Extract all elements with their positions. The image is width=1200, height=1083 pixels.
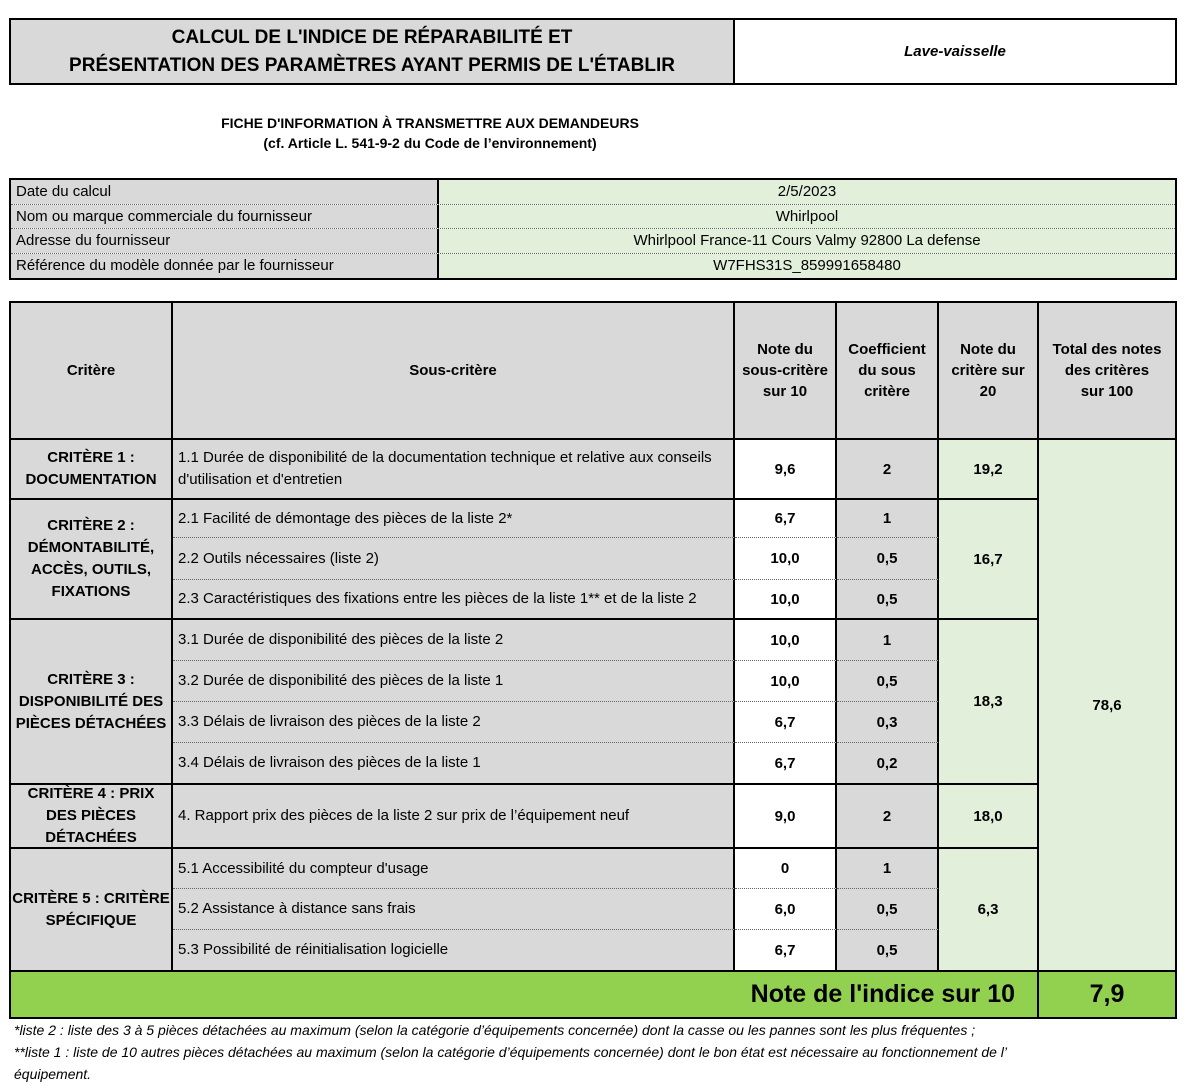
info-value: Whirlpool France-11 Cours Valmy 92800 La defense [439,229,1175,253]
sub-criterion-text: 5.3 Possibilité de réinitialisation logicielle [173,930,735,970]
sub-criterion-text: 3.4 Délais de livraison des pièces de la liste 1 [173,743,735,785]
sub-criterion-note: 10,0 [735,538,837,580]
sub-criterion-text: 3.3 Délais de livraison des pièces de la liste 2 [173,702,735,743]
sub-criterion-text: 5.2 Assistance à distance sans frais [173,889,735,930]
criterion-text: CRITÈRE 1 : [47,449,135,466]
header-text: 20 [979,383,997,400]
header-note-sous-critere [735,303,837,440]
criterion-text: FIXATIONS [51,583,131,600]
sub-criterion-note: 10,0 [735,661,837,702]
sub-criterion-text: 3.1 Durée de disponibilité des pièces de la liste 2 [173,620,735,661]
sub-criterion-text: 2.2 Outils nécessaires (liste 2) [173,538,735,580]
info-label: Adresse du fournisseur [11,229,439,253]
report-title-line2: PRÉSENTATION DES PARAMÈTRES AYANT PERMIS DE L'ÉTABLIR [69,54,675,76]
final-score-row [11,970,1175,1019]
criterion-text: DES PIÈCES [45,807,137,824]
sub-criterion-note: 6,0 [735,889,837,930]
header-critere: Critère [11,303,173,440]
final-score-value: 7,9 [1089,980,1125,1008]
criterion-text: ACCÈS, OUTILS, [30,561,151,578]
info-label: Nom ou marque commerciale du fournisseur [11,205,439,229]
footnote-liste-1: **liste 1 : liste de 10 autres pièces détachées au maximum (selon la catégorie d’équipements concernée) dont le bon état est nécessaire au fonctionnement de l’ [14,1044,1008,1060]
sub-criterion-note: 6,7 [735,743,837,785]
header-text: Note du [757,341,813,358]
criterion-2-score: 16,7 [939,500,1039,620]
sub-criterion-note: 9,0 [735,785,837,849]
sub-criterion-coef: 0,2 [837,743,939,785]
product-type: Lave-vaisselle [904,43,1006,60]
sub-criterion-coef: 1 [837,849,939,889]
report-title-line1: CALCUL DE L'INDICE DE RÉPARABILITÉ ET [171,26,573,48]
criterion-text: DÉTACHÉES [45,829,137,846]
header-coefficient [837,303,939,440]
sub-criterion-text: 2.1 Facilité de démontage des pièces de la liste 2* [173,500,735,538]
info-label: Référence du modèle donnée par le fournisseur [11,254,439,279]
header-text: Coefficient [848,341,926,358]
criterion-3 [11,620,173,785]
header-text: sur 10 [762,383,808,400]
info-value: W7FHS31S_859991658480 [439,254,1175,279]
supplier-info-table [9,178,1177,280]
sub-criterion-coef: 0,5 [837,538,939,580]
repairability-table [9,301,1177,1019]
criterion-text: DÉMONTABILITÉ, [27,539,155,556]
info-value: 2/5/2023 [439,180,1175,204]
criterion-text: CRITÈRE 5 : CRITÈRE [12,889,170,907]
criterion-text: CRITÈRE 4 : PRIX [27,785,155,802]
total-score: 78,6 [1039,440,1175,970]
info-row-model [11,254,1175,279]
header-text: Total des notes [1052,341,1162,358]
header-text: des critères [1064,362,1150,379]
criterion-1-score: 19,2 [939,440,1039,500]
header-text: du sous [858,362,916,379]
report-header [9,18,1177,85]
sub-criterion-coef: 0,5 [837,661,939,702]
fiche-heading [0,113,860,153]
sub-criterion-coef: 1 [837,620,939,661]
sub-criterion-text: 3.2 Durée de disponibilité des pièces de la liste 1 [173,661,735,702]
criterion-text: CRITÈRE 2 : [47,517,135,534]
info-row-address [11,229,1175,254]
sub-criterion-coef: 2 [837,440,939,500]
sub-criterion-note: 10,0 [735,580,837,620]
criterion-text: SPÉCIFIQUE [45,911,137,929]
footnote-liste-2: *liste 2 : liste des 3 à 5 pièces détachées au maximum (selon la catégorie d’équipements concernée) dont la casse ou les pannes sont les plus fréquentes ; [14,1022,976,1038]
header-total [1039,303,1175,440]
criterion-text: DISPONIBILITÉ DES [18,692,164,710]
sub-criterion-coef: 0,5 [837,580,939,620]
sub-criterion-note: 9,6 [735,440,837,500]
criterion-4-score: 18,0 [939,785,1039,849]
header-sous-critere: Sous-critère [173,303,735,440]
criterion-2 [11,500,173,620]
sub-criterion-coef: 1 [837,500,939,538]
header-note-critere [939,303,1039,440]
report-title [11,20,735,83]
sub-criterion-note: 6,7 [735,930,837,970]
info-label: Date du calcul [11,180,439,204]
fiche-heading-line1: FICHE D'INFORMATION À TRANSMETTRE AUX DEMANDEURS [221,115,639,131]
footnote-liste-1-continued: équipement. [14,1066,92,1082]
info-row-date [11,180,1175,205]
criterion-1 [11,440,173,500]
info-value: Whirlpool [439,205,1175,229]
sub-criterion-coef: 2 [837,785,939,849]
criterion-text: CRITÈRE 3 : [47,670,135,688]
criterion-5 [11,849,173,970]
sub-criterion-note: 6,7 [735,702,837,743]
sub-criterion-note: 10,0 [735,620,837,661]
criterion-4 [11,785,173,849]
header-text: Note du [960,341,1016,358]
sub-criterion-text: 1.1 Durée de disponibilité de la documentation technique et relative aux conseils d'utilisation et d'entretien [173,440,735,500]
criterion-text: DOCUMENTATION [25,471,157,488]
footnotes [14,1019,1184,1083]
sub-criterion-text: 5.1 Accessibilité du compteur d'usage [173,849,735,889]
fiche-heading-line2: (cf. Article L. 541-9-2 du Code de l’environnement) [263,135,597,151]
sub-criterion-coef: 0,3 [837,702,939,743]
sub-criterion-coef: 0,5 [837,889,939,930]
criterion-text: PIÈCES DÉTACHÉES [15,714,167,732]
sub-criterion-text: 2.3 Caractéristiques des fixations entre les pièces de la liste 1** et de la liste 2 [173,580,735,620]
sub-criterion-note: 6,7 [735,500,837,538]
header-text: critère [864,383,910,400]
final-score-label: Note de l'indice sur 10 [750,980,1015,1008]
header-text: sous-critère [742,362,828,379]
criterion-5-score: 6,3 [939,849,1039,970]
sub-criterion-text: 4. Rapport prix des pièces de la liste 2 sur prix de l’équipement neuf [173,785,735,849]
sub-criterion-coef: 0,5 [837,930,939,970]
header-text: critère sur [951,362,1025,379]
header-text: sur 100 [1080,383,1134,400]
info-row-brand [11,205,1175,230]
criterion-3-score: 18,3 [939,620,1039,785]
sub-criterion-note: 0 [735,849,837,889]
